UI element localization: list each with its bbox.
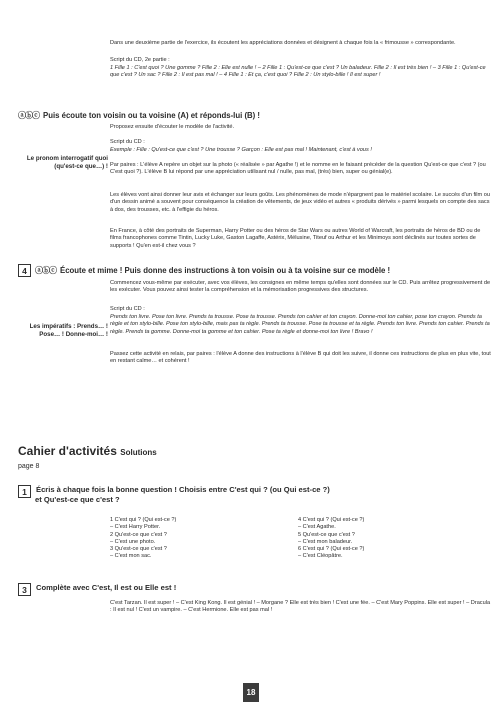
answer-line: 2 Qu'est-ce que c'est ? <box>110 531 167 538</box>
page-number: 18 <box>243 683 259 702</box>
exercise-1-left-column <box>110 517 290 561</box>
side-label-imperatifs: Les impératifs : Prends… ! Pose… ! Donne-moi… ! <box>29 323 108 338</box>
answer-line: – C'est Cléopâtre. <box>298 553 343 560</box>
section-b-script-label: Script du CD : <box>110 139 145 145</box>
listening-pair-icon: ⓐⓑⓒ <box>35 266 56 275</box>
answer-line: – C'est Harry Potter. <box>110 524 161 531</box>
section-b-p1: Proposez ensuite d'écouter le modèle de l'activité. <box>110 124 235 130</box>
listening-pair-icon: ⓐⓑⓒ <box>18 111 39 120</box>
section-4-title: Écoute et mime ! Puis donne des instructions à ton voisin ou à ta voisine sur ce modèle ! <box>60 266 391 275</box>
section-number: 4 <box>18 264 31 277</box>
exercise-number: 1 <box>18 485 31 498</box>
answer-line: 5 Qu'est-ce que c'est ? <box>298 531 355 538</box>
exercise-3-text: C'est Tarzan. Il est super ! – C'est King Kong. Il est génial ! – Morgane ? Elle est très bien ! C'est une fée. – C'est Mary Poppins. Elle est super ! – Dracula : Il est nul ! C'est un vampire. – C'est Hermione. Elle est pas mal ! <box>110 600 491 614</box>
exercise-3-heading <box>18 583 176 596</box>
answer-line: – C'est Agathe. <box>298 524 336 531</box>
section-4-p1: Commencez vous-même par exécuter, avec vos élèves, les consignes en même temps qu'elles sont données sur le CD. Puis arrêtez progressivement de les exécuter. Vous pouvez ainsi tester la compréhension et la mémorisation progressives des structures. <box>110 280 491 294</box>
cahier-title: Cahier d'activités Solutions <box>18 444 157 458</box>
answer-line: – C'est une photo. <box>110 538 156 545</box>
section-b-p4: En France, à côté des portraits de Superman, Harry Potter ou des héros de Star Wars ou autres World of Warcraft, les portraits de héros de BD ou de films francophones comme Tintin, Lucky Luke, Gaston Lagaffe, Astérix, Mélusine, Titeuf ou Arthur et les Minimoys sont déclinés sur toutes sortes de supports ! Qu'en est-il chez vous ? <box>110 228 481 249</box>
intro-paragraph: Dans une deuxième partie de l'exercice, ils écoutent les appréciations données et désignent à chaque fois la « frimousse » correspondante. <box>110 40 456 46</box>
side-label-pronom: Le pronom interrogatif quoi (qu'est-ce que…) ! <box>26 155 108 170</box>
intro-script-label: Script du CD, 2e partie : <box>110 57 170 63</box>
exercise-1-subtitle: et Qu'est-ce que c'est ? <box>35 495 120 504</box>
answer-line: 1 C'est qui ? (Qui est-ce ?) <box>110 517 177 523</box>
section-4-heading <box>18 264 390 277</box>
exercise-1-heading <box>18 485 330 504</box>
section-b-p2: Par paires : L'élève A repère un objet sur la photo (« réalisée » par Agathe !) et le nomme en le faisant précéder de la question Qu'est-ce que c'est ? (ou C'est quoi ?). L'élève B lui répond par une appréciation utilisant nul / nulle, pas mal, (très) bien, super ou génial(e). <box>110 162 486 176</box>
section-b-p3: Les élèves vont ainsi donner leur avis et échanger sur leurs goûts. Les phénomènes de mode n'épargnent pas le matériel scolaire. Le succès d'un film ou d'un dessin animé a souvent pour conséquence la création de vêtements, de jeux vidéo et autres « produits dérivés » parmi lesquels on compte des sacs à dos, des trousses, etc. à l'effigie du héros. <box>110 192 490 213</box>
section-4-script-label: Script du CD : <box>110 306 145 312</box>
section-4-p2: Passez cette activité en relais, par paires : l'élève A donne des instructions à l'élève B qui doit les suivre, il donne ces instructions de plus en plus vite, tout en restant calme… et cohérent ! <box>110 351 491 365</box>
answer-line: 4 C'est qui ? (Qui est-ce ?) <box>298 517 365 523</box>
exercise-1-right-column <box>298 517 478 561</box>
exercise-1-title: Écris à chaque fois la bonne question ! Choisis entre C'est qui ? (ou Qui est-ce ?) <box>36 485 330 494</box>
exercise-number: 3 <box>18 583 31 596</box>
intro-script: 1 Fille 1 : C'est quoi ? Une gomme ? Fille 2 : Elle est nulle ! – 2 Fille 1 : Qu'est-ce que c'est ? Un baladeur. Fille 2 : Il est très bien ! – 3 Fille 1 : Qu'est-ce que c'est ? Un sac ? Fille 2 : Il est pas mal ! – 4 Fille 1 : Et ça, c'est quoi ? Fille 2 : Un stylo-bille ! Il est super ! <box>110 65 486 79</box>
answer-line: – C'est mon sac. <box>110 553 152 560</box>
section-b-script: Exemple : Fille : Qu'est-ce que c'est ? Une trousse ? Garçon : Elle est pas mal ! Maintenant, c'est à vous ! <box>110 147 372 153</box>
section-b-title: Puis écoute ton voisin ou ta voisine (A) et réponds-lui (B) ! <box>43 111 261 120</box>
exercise-3-title: Complète avec C'est, Il est ou Elle est ! <box>36 583 177 592</box>
answer-line: 6 C'est qui ? (Qui est-ce ?) <box>298 546 365 553</box>
section-4-script: Prends ton livre. Pose ton livre. Prends ta trousse. Pose ta trousse. Prends ton cahier et ton crayon. Donne-moi ton cahier, pose ton crayon. Prends ta règle et ton stylo-bille. Pose ton stylo-bille, mais pas ta règle. Prends ta trousse. Pose ta trousse et ta règle. Prends ton livre. Prends ton cahier. Prends ta règle. Prends ta gomme. Donne-moi ta gomme et ton cahier. Pose ta règle et donne-moi ton livre ! Bravo ! <box>110 314 490 335</box>
answer-line: – C'est mon baladeur. <box>298 538 353 545</box>
section-b-heading <box>18 110 260 121</box>
answer-line: 3 Qu'est-ce que c'est ? <box>110 546 167 553</box>
cahier-page-ref: page 8 <box>18 463 40 470</box>
